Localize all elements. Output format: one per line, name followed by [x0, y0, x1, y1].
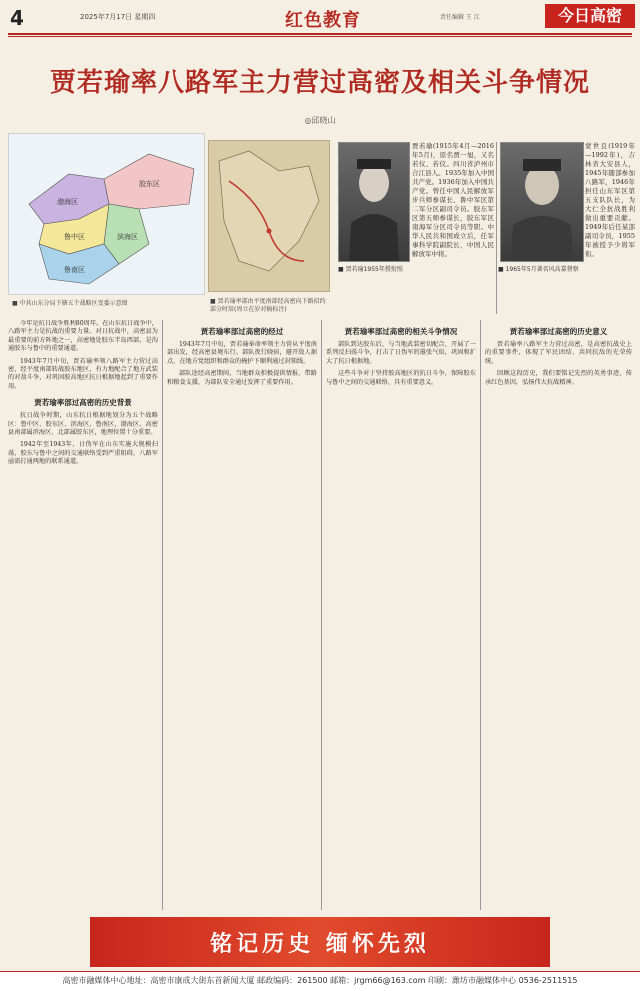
map-label: 滨海区 [117, 233, 138, 241]
map-label: 鲁中区 [64, 233, 85, 241]
column-divider [480, 320, 481, 910]
banner-slogan: 铭记历史 缅怀先烈 [210, 931, 430, 957]
article-headline: 贾若瑜率八路军主力营过高密及相关斗争情况 [49, 68, 590, 98]
photo1-caption: ■ 贾若瑜1955年授衔照 [338, 266, 403, 273]
map2-caption: ■ 贾若瑜率部由平度南部经高密向下路招约部分时辰(周立在岁对稿标注) [210, 298, 326, 313]
paragraph: 抗日战争时期，山东抗日根据地划分为五个战略区：鲁中区、胶东区、滨海区、鲁南区、渤海区。高密县南部属滨海区，北部属胶东区，地理位置十分重要。 [8, 412, 158, 437]
paragraph: 贾若瑜率八路军主力营过高密，是高密抗战史上的重要事件，体现了军民团结、共同抗敌的光荣传统。 [485, 341, 632, 365]
section-heading: 贾若瑜率部过高密的相关斗争情况 [344, 327, 458, 336]
article-byline: ◎邱晓山 [304, 116, 336, 125]
article-column-4 [485, 320, 632, 910]
paragraph: 部队途经高密期间，当地群众积极提供情报、带路和粮食支援，为部队安全通过发挥了重要作用。 [167, 370, 317, 386]
paragraph: 1942年至1943年，日伪军在山东实施大规模扫荡，胶东与鲁中之间的交通联络受到严重阻碍，八路军亟需打通两地的联系通道。 [8, 441, 158, 466]
map-label: 胶东区 [139, 180, 160, 188]
editor-credit: 责任编辑 王 江 [440, 14, 480, 21]
header-rule [8, 33, 632, 35]
map-label: 渤海区 [57, 198, 78, 206]
paragraph: 这些斗争对于坚持胶高地区的抗日斗争，保障胶东与鲁中之间的交通联络，具有重要意义。 [326, 370, 476, 386]
paragraph: 部队到达胶东后，与当地武装密切配合，开展了一系列反扫荡斗争，打击了日伪军的嚣张气焰，巩固和扩大了抗日根据地。 [326, 341, 476, 365]
column-divider [496, 142, 497, 314]
article-column-1 [8, 320, 158, 910]
article-column-2 [167, 320, 317, 910]
column-divider [162, 320, 163, 910]
paragraph: 1943年7月中旬，贾若瑜奉命率领主力营从平度南部出发，经高密县境东行。部队夜行晓宿，避开敌人据点，在地方党组织和群众的掩护下顺利通过封锁线。 [167, 341, 317, 365]
header-rule-thin [8, 36, 632, 37]
portrait-photo [500, 142, 584, 262]
newspaper-logo: 今日高密 [545, 4, 635, 28]
section-heading: 贾若瑜率部过高密的历史意义 [509, 327, 608, 336]
paragraph: 1943年7月中旬，贾若瑜率领八路军主力营过高密，经平度南部转战胶东地区，有力地配合了地方武装的对敌斗争，对巩固胶高地区抗日根据地起到了重要作用。 [8, 357, 158, 390]
paragraph: 今年是抗日战争胜利80周年。在山东抗日战争中，八路军主力是抗战的重要力量。对日抗战中，高密县为最重要的前方阵地之一，高密地处胶东半岛西部，是沟通胶东与鲁中的重要通道。 [8, 320, 158, 353]
strategic-regions-map [8, 133, 205, 295]
article-column-3 [326, 320, 476, 910]
section-title: 红色教育 [285, 10, 361, 31]
map-label: 鲁南区 [64, 266, 85, 274]
bio-jia-ruoyu: 贾若瑜(1915年4月—2016年5月)，原名贾一旭，又名若仪、若仪。四川省泸州市合江县人。1935年加入中国共产党。1936年加入中国共产党。曾任中国人民解放军步兵师参谋长、鲁中军区第二军分区副司令员。胶东军区第五师参谋长，胶东军区南海军分区司令员等职。中华人民共和国成立后，任军事科学院副院长，中国人民解放军中将。 [412, 142, 494, 258]
paragraph: 回顾这段历史，我们要铭记先烈的英勇事迹，传承红色基因，弘扬伟大抗战精神。 [485, 370, 632, 386]
photo2-caption: ■ 1965年5月著名风高嘉督察 [498, 266, 579, 273]
section-heading: 贾若瑜率部过高密的历史背景 [34, 398, 132, 408]
portrait-photo [338, 142, 410, 262]
column-divider [321, 320, 322, 910]
page-footer: 高密市融媒体中心地址：高密市康成大街东首新闻大厦 邮政编码：261500 邮箱：jrgm66@163.com 印刷：潍坊市融媒体中心 0536-2511515 [0, 971, 640, 991]
map1-caption: ■ 中共山东分局下辖五个战略区变委示意图 [12, 300, 128, 307]
page-number: 4 [10, 6, 24, 30]
issue-date: 2025年7月17日 星期四 [80, 13, 156, 21]
section-heading: 贾若瑜率部过高密的经过 [200, 327, 284, 336]
bio-meng-shiliang: 蒙世良(1919年—1992年)，吉林省大安县人，1945年随部参加八路军，1946年担任山东军区第五支队队长，为大仁全抗战胜利做出重要贡献。1949年后任某部副司令员，1955年被授予少将军衔。 [585, 142, 635, 258]
route-map [208, 140, 330, 292]
